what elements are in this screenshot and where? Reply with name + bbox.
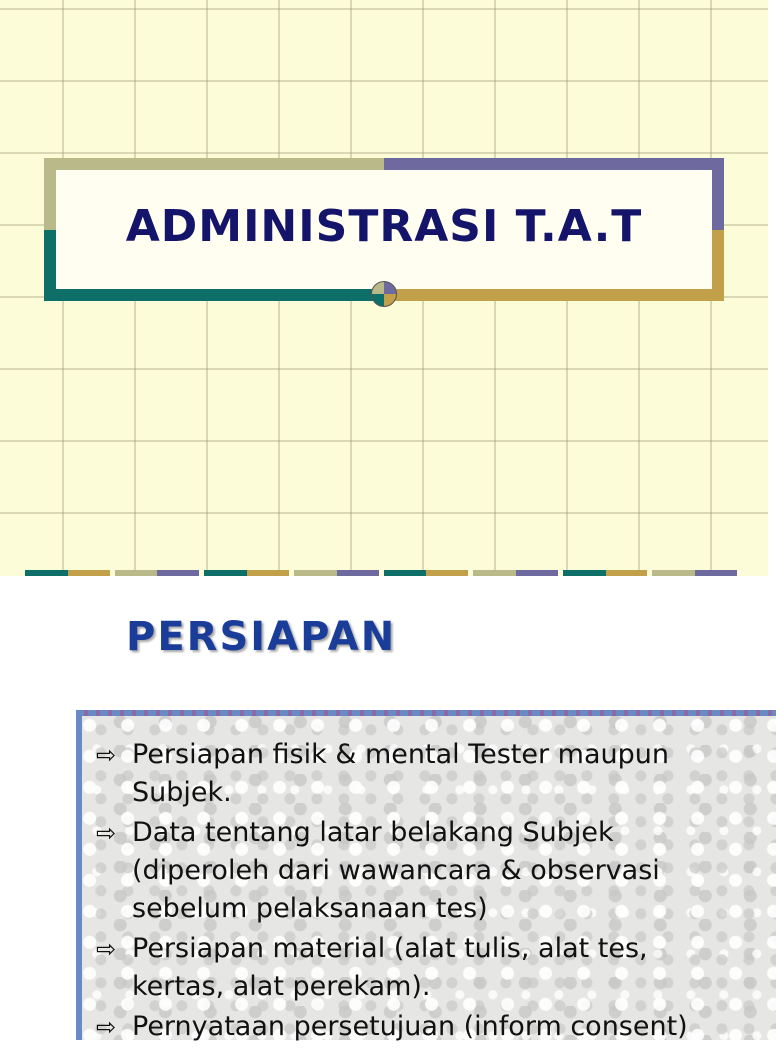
bullet-text: Data tentang latar belakang Subjek (diperoleh dari wawancara & observasi sebelum pelaksanaan tes) <box>132 817 660 924</box>
section-heading: PERSIAPAN <box>126 614 397 660</box>
bullet-text: Persiapan material (alat tulis, alat tes, kertas, alat perekam). <box>132 933 648 1002</box>
frame-bar <box>44 158 384 170</box>
quadrant-circle-icon <box>371 281 397 307</box>
frame-bar <box>712 158 724 230</box>
frame-bar <box>384 289 724 301</box>
content-box <box>76 710 776 1040</box>
bullet-text: Pernyataan persetujuan (inform consent) <box>132 1011 688 1042</box>
list-item <box>92 814 772 928</box>
content-slide <box>0 576 768 1042</box>
bullet-text: Persiapan fisik & mental Tester maupun Subjek. <box>132 739 669 808</box>
slide-title: ADMINISTRASI T.A.T <box>125 201 643 252</box>
title-frame <box>44 158 724 301</box>
frame-bar <box>44 158 56 230</box>
list-item <box>92 930 772 1006</box>
arrow-right-outline-icon: ⇨ <box>96 741 117 769</box>
list-item <box>92 1008 772 1046</box>
list-item <box>92 736 772 812</box>
arrow-right-outline-icon: ⇨ <box>96 935 117 963</box>
title-box <box>56 170 712 289</box>
frame-bar <box>44 289 384 301</box>
bullet-list <box>92 736 772 1048</box>
arrow-right-outline-icon: ⇨ <box>96 819 117 847</box>
frame-bar <box>384 158 724 170</box>
arrow-right-outline-icon: ⇨ <box>96 1013 117 1041</box>
